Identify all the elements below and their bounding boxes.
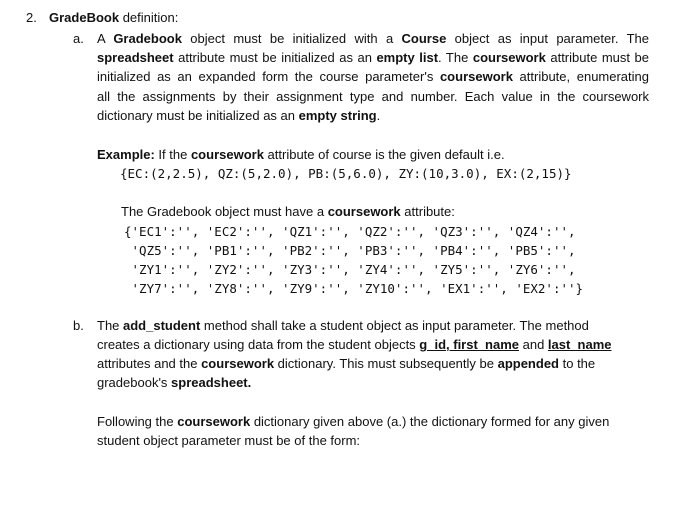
bold-run: Course — [401, 31, 447, 46]
bold-run: add_student — [123, 318, 201, 333]
text-run: student object parameter must be of the form: — [97, 433, 361, 448]
bold-run: spreadsheet — [97, 50, 174, 65]
text-run: object as input parameter. The — [446, 31, 649, 46]
bold-run: spreadsheet. — [171, 375, 252, 390]
bold-run: Gradebook — [113, 31, 182, 46]
text-run: attribute, enumerating — [512, 69, 650, 84]
bold-run: coursework — [190, 147, 264, 162]
text-run: If the — [154, 147, 191, 162]
text-run: A — [97, 31, 114, 46]
text-run: . The — [438, 50, 473, 65]
bold-run: coursework — [472, 50, 546, 65]
bold-run: appended — [497, 356, 559, 371]
text-run: and — [519, 337, 548, 352]
text-run: creates a dictionary using data from the student objects — [97, 337, 420, 352]
item-b-line-1 — [97, 316, 589, 335]
text-run: dictionary. This must subsequently be — [274, 356, 498, 371]
coursework-dict-line: 'QZ5':'', 'PB1':'', 'PB2':'', 'PB3':'', 'PB4':'', 'PB5':'', — [124, 243, 576, 258]
bold-run: coursework — [177, 414, 251, 429]
text-run: attribute must be initialized as an — [173, 50, 377, 65]
item-a-line-5 — [97, 106, 380, 125]
section-title: GradeBook — [49, 10, 120, 25]
coursework-dict-line: {'EC1':'', 'EC2':'', 'QZ1':'', 'QZ2':'', 'QZ3':'', 'QZ4':'', — [124, 224, 576, 239]
text-run: dictionary must be initialized as an — [97, 108, 299, 123]
item-a-line-3 — [97, 67, 649, 86]
text-run: attribute must be — [545, 50, 649, 65]
bold-run: empty list — [376, 50, 439, 65]
item-b-line-3 — [97, 354, 595, 373]
section-number: 2. — [26, 10, 37, 25]
bold-run: last_name — [547, 337, 612, 352]
example-label: Example: — [97, 147, 155, 162]
item-a-line-1 — [97, 29, 649, 48]
text-run: attribute: — [400, 204, 455, 219]
coursework-dict-line: 'ZY1':'', 'ZY2':'', 'ZY3':'', 'ZY4':'', 'ZY5':'', 'ZY6':'', — [124, 262, 576, 277]
text-run: The — [97, 318, 124, 333]
text-run: gradebook's — [97, 375, 172, 390]
text-run: initialized as an expanded form the course parameter's — [97, 69, 440, 84]
item-b-following-line-2 — [97, 431, 360, 450]
text-run: to the — [559, 356, 596, 371]
section-title-suffix: definition: — [119, 10, 179, 25]
item-a-line-2 — [97, 48, 649, 67]
text-run: . — [376, 108, 381, 123]
bold-run: g_id, first_name — [419, 337, 519, 352]
example-intro — [97, 145, 505, 164]
item-b-following-line-1 — [97, 412, 609, 431]
bold-run: coursework — [439, 69, 513, 84]
bold-run: coursework — [327, 204, 401, 219]
bold-run: empty string — [298, 108, 377, 123]
item-b-line-2 — [97, 335, 612, 354]
text-run: dictionary given above (a.) the dictionary formed for any given — [250, 414, 610, 429]
text-run: The Gradebook object must have a — [121, 204, 328, 219]
bold-run: coursework — [201, 356, 275, 371]
item-b-marker: b. — [73, 318, 84, 333]
text-run: method shall take a student object as input parameter. The method — [200, 318, 589, 333]
text-run: object must be initialized with a — [181, 31, 402, 46]
text-run: Following the — [97, 414, 178, 429]
section-heading — [49, 8, 178, 27]
coursework-attribute-intro — [121, 202, 455, 221]
item-b-line-4 — [97, 373, 251, 392]
text-run: attributes and the — [97, 356, 202, 371]
text-run: all the assignments by their assignment type and number. Each value in the coursework — [97, 89, 649, 104]
item-a-line-4 — [97, 87, 649, 106]
text-run: attribute of course is the given default i.e. — [263, 147, 505, 162]
example-code: {EC:(2,2.5), QZ:(5,2.0), PB:(5,6.0), ZY:(10,3.0), EX:(2,15)} — [120, 166, 572, 181]
coursework-dict-line: 'ZY7':'', 'ZY8':'', 'ZY9':'', 'ZY10':'', 'EX1':'', 'EX2':''} — [124, 281, 584, 296]
item-a-marker: a. — [73, 31, 84, 46]
